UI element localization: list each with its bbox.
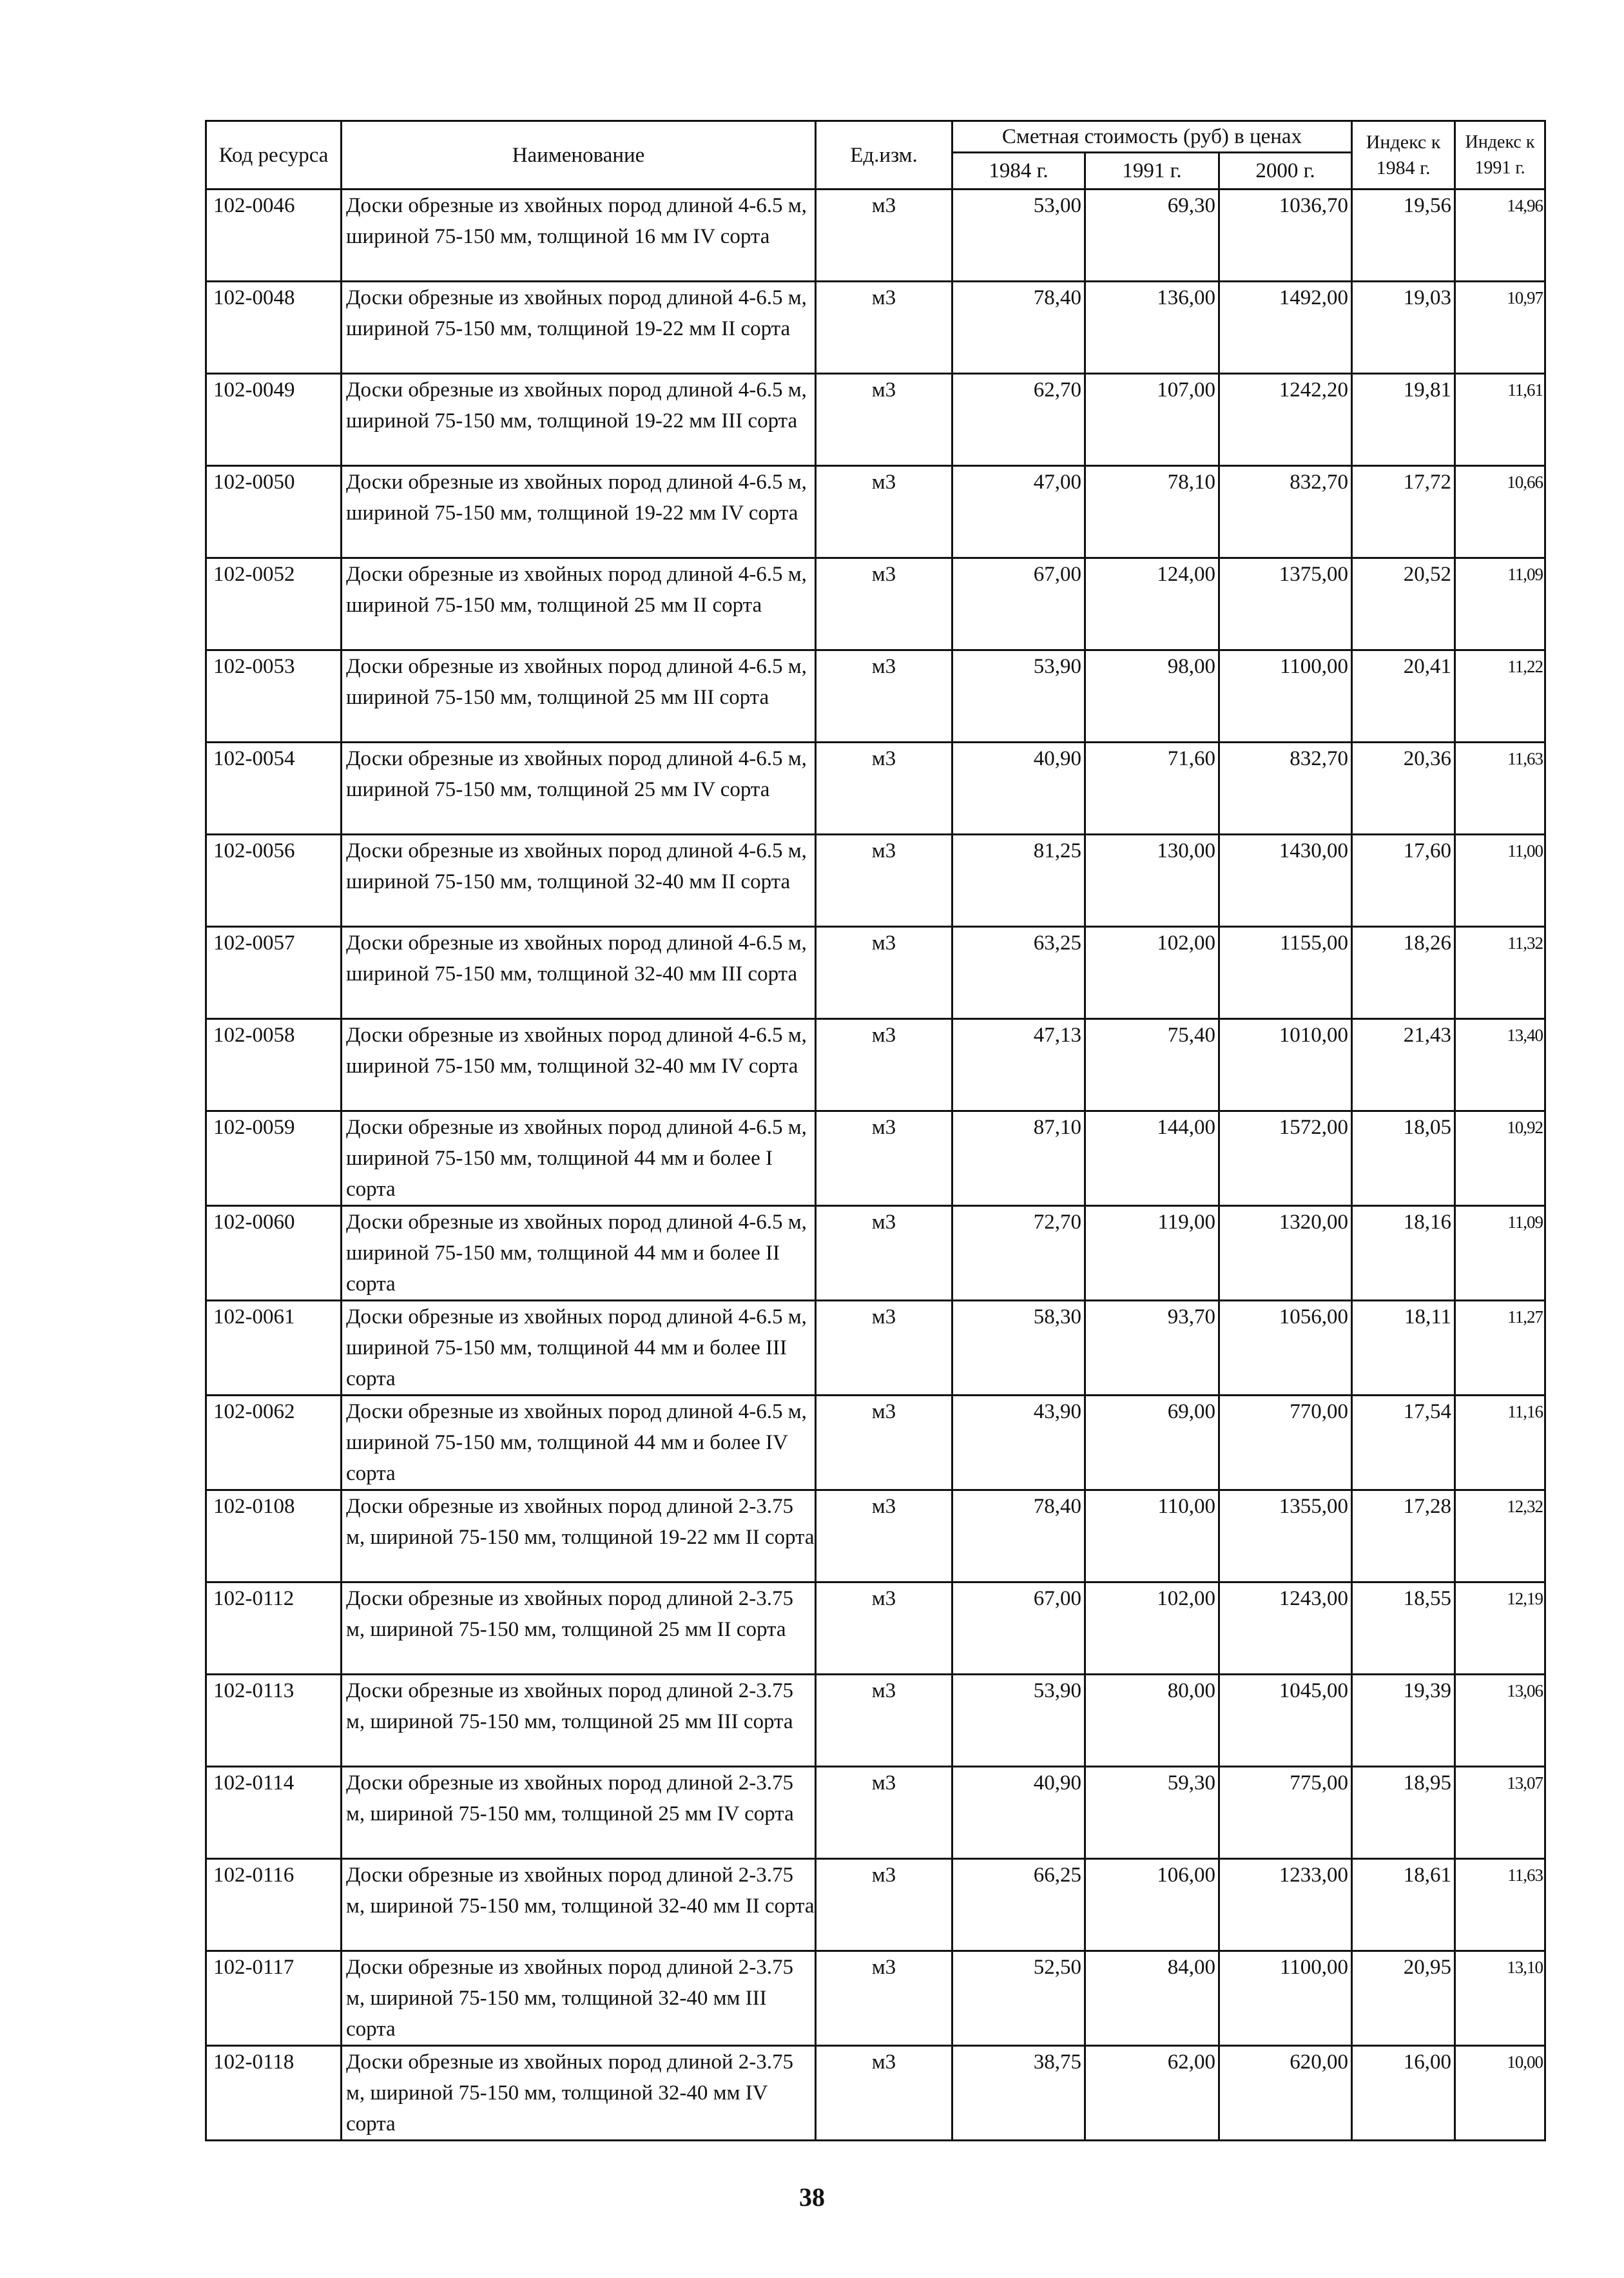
cell-index-1991: 13,10 bbox=[1455, 1951, 1545, 2046]
cell-name: Доски обрезные из хвойных пород длиной 4-6.5 м, шириной 75-150 мм, толщиной 44 мм и более III сорта bbox=[342, 1301, 816, 1396]
cell-index-1991: 12,19 bbox=[1455, 1582, 1545, 1675]
cell-cost-1984: 47,13 bbox=[952, 1019, 1085, 1111]
cell-cost-1984: 52,50 bbox=[952, 1951, 1085, 2046]
cell-cost-1991: 102,00 bbox=[1085, 927, 1219, 1019]
cell-unit: м3 bbox=[816, 1490, 952, 1582]
table-row bbox=[206, 374, 1545, 466]
table-row bbox=[206, 1490, 1545, 1582]
cell-code: 102-0118 bbox=[206, 2046, 342, 2141]
header-unit: Ед.изм. bbox=[816, 121, 952, 190]
price-table-sheet bbox=[205, 120, 1544, 2141]
header-year-1991: 1991 г. bbox=[1085, 153, 1219, 190]
cell-name: Доски обрезные из хвойных пород длиной 4-6.5 м, шириной 75-150 мм, толщиной 19-22 мм IV сорта bbox=[342, 466, 816, 558]
cell-index-1991: 10,97 bbox=[1455, 282, 1545, 374]
header-index-1984: Индекс к 1984 г. bbox=[1352, 121, 1455, 190]
cell-cost-2000: 1492,00 bbox=[1219, 282, 1352, 374]
cell-code: 102-0050 bbox=[206, 466, 342, 558]
cell-index-1991: 11,63 bbox=[1455, 743, 1545, 835]
cell-cost-1991: 59,30 bbox=[1085, 1767, 1219, 1859]
cell-index-1984: 17,72 bbox=[1352, 466, 1455, 558]
cell-unit: м3 bbox=[816, 1859, 952, 1951]
cell-cost-1984: 53,00 bbox=[952, 190, 1085, 282]
cell-cost-1991: 75,40 bbox=[1085, 1019, 1219, 1111]
cell-code: 102-0046 bbox=[206, 190, 342, 282]
cell-cost-1991: 84,00 bbox=[1085, 1951, 1219, 2046]
cell-cost-1991: 98,00 bbox=[1085, 650, 1219, 743]
cell-index-1984: 20,52 bbox=[1352, 558, 1455, 650]
cell-cost-2000: 1355,00 bbox=[1219, 1490, 1352, 1582]
cell-cost-1991: 130,00 bbox=[1085, 835, 1219, 927]
cell-index-1984: 19,03 bbox=[1352, 282, 1455, 374]
cell-cost-1984: 67,00 bbox=[952, 1582, 1085, 1675]
cell-index-1984: 19,81 bbox=[1352, 374, 1455, 466]
cell-name: Доски обрезные из хвойных пород длиной 4-6.5 м, шириной 75-150 мм, толщиной 19-22 мм II сорта bbox=[342, 282, 816, 374]
cell-name: Доски обрезные из хвойных пород длиной 4-6.5 м, шириной 75-150 мм, толщиной 32-40 мм II сорта bbox=[342, 835, 816, 927]
cell-index-1984: 19,39 bbox=[1352, 1675, 1455, 1767]
table-row bbox=[206, 1951, 1545, 2046]
cell-index-1984: 18,11 bbox=[1352, 1301, 1455, 1396]
cell-cost-1984: 53,90 bbox=[952, 1675, 1085, 1767]
table-row bbox=[206, 1859, 1545, 1951]
table-row bbox=[206, 1396, 1545, 1490]
table-row bbox=[206, 1301, 1545, 1396]
header-cost-group: Сметная стоимость (руб) в ценах bbox=[952, 121, 1352, 153]
cell-cost-1984: 62,70 bbox=[952, 374, 1085, 466]
cell-unit: м3 bbox=[816, 1206, 952, 1301]
table-row bbox=[206, 1111, 1545, 1206]
cell-cost-2000: 775,00 bbox=[1219, 1767, 1352, 1859]
cell-index-1984: 19,56 bbox=[1352, 190, 1455, 282]
table-row bbox=[206, 650, 1545, 743]
table-row bbox=[206, 1206, 1545, 1301]
cell-cost-1984: 67,00 bbox=[952, 558, 1085, 650]
cell-cost-2000: 832,70 bbox=[1219, 466, 1352, 558]
table-row bbox=[206, 1675, 1545, 1767]
cell-index-1984: 17,60 bbox=[1352, 835, 1455, 927]
cell-code: 102-0108 bbox=[206, 1490, 342, 1582]
cell-cost-1991: 69,30 bbox=[1085, 190, 1219, 282]
cell-cost-1984: 47,00 bbox=[952, 466, 1085, 558]
cell-index-1984: 21,43 bbox=[1352, 1019, 1455, 1111]
cell-cost-1984: 40,90 bbox=[952, 1767, 1085, 1859]
cell-code: 102-0060 bbox=[206, 1206, 342, 1301]
cell-unit: м3 bbox=[816, 743, 952, 835]
table-row bbox=[206, 466, 1545, 558]
cell-code: 102-0056 bbox=[206, 835, 342, 927]
cell-cost-2000: 1036,70 bbox=[1219, 190, 1352, 282]
cell-index-1984: 18,61 bbox=[1352, 1859, 1455, 1951]
cell-unit: м3 bbox=[816, 1767, 952, 1859]
cell-unit: м3 bbox=[816, 1675, 952, 1767]
cell-index-1991: 10,00 bbox=[1455, 2046, 1545, 2141]
cell-code: 102-0112 bbox=[206, 1582, 342, 1675]
cell-cost-2000: 1056,00 bbox=[1219, 1301, 1352, 1396]
cell-cost-1984: 43,90 bbox=[952, 1396, 1085, 1490]
cell-cost-1984: 81,25 bbox=[952, 835, 1085, 927]
cell-cost-1984: 78,40 bbox=[952, 1490, 1085, 1582]
cell-cost-1991: 119,00 bbox=[1085, 1206, 1219, 1301]
cell-name: Доски обрезные из хвойных пород длиной 4-6.5 м, шириной 75-150 мм, толщиной 25 мм II сорта bbox=[342, 558, 816, 650]
cell-cost-2000: 1242,20 bbox=[1219, 374, 1352, 466]
cell-code: 102-0059 bbox=[206, 1111, 342, 1206]
cell-name: Доски обрезные из хвойных пород длиной 4-6.5 м, шириной 75-150 мм, толщиной 25 мм IV сорта bbox=[342, 743, 816, 835]
cell-unit: м3 bbox=[816, 558, 952, 650]
cell-index-1984: 18,05 bbox=[1352, 1111, 1455, 1206]
cell-cost-2000: 1320,00 bbox=[1219, 1206, 1352, 1301]
cell-cost-2000: 620,00 bbox=[1219, 2046, 1352, 2141]
cell-name: Доски обрезные из хвойных пород длиной 4-6.5 м, шириной 75-150 мм, толщиной 44 мм и более IV сорта bbox=[342, 1396, 816, 1490]
table-row bbox=[206, 1582, 1545, 1675]
cell-index-1991: 11,22 bbox=[1455, 650, 1545, 743]
header-index-1991: Индекс к 1991 г. bbox=[1455, 121, 1545, 190]
table-row bbox=[206, 835, 1545, 927]
header-year-2000: 2000 г. bbox=[1219, 153, 1352, 190]
cell-unit: м3 bbox=[816, 927, 952, 1019]
table-row bbox=[206, 743, 1545, 835]
cell-name: Доски обрезные из хвойных пород длиной 4-6.5 м, шириной 75-150 мм, толщиной 44 мм и более I сорта bbox=[342, 1111, 816, 1206]
cell-cost-1991: 124,00 bbox=[1085, 558, 1219, 650]
cell-cost-2000: 770,00 bbox=[1219, 1396, 1352, 1490]
cell-unit: м3 bbox=[816, 1951, 952, 2046]
cell-code: 102-0116 bbox=[206, 1859, 342, 1951]
cell-cost-1984: 38,75 bbox=[952, 2046, 1085, 2141]
cell-cost-1991: 78,10 bbox=[1085, 466, 1219, 558]
cell-unit: м3 bbox=[816, 1301, 952, 1396]
cell-name: Доски обрезные из хвойных пород длиной 4-6.5 м, шириной 75-150 мм, толщиной 32-40 мм IV сорта bbox=[342, 1019, 816, 1111]
cell-index-1991: 13,40 bbox=[1455, 1019, 1545, 1111]
cell-index-1991: 11,32 bbox=[1455, 927, 1545, 1019]
header-name: Наименование bbox=[342, 121, 816, 190]
cell-code: 102-0061 bbox=[206, 1301, 342, 1396]
cell-index-1984: 18,26 bbox=[1352, 927, 1455, 1019]
cell-index-1991: 11,09 bbox=[1455, 1206, 1545, 1301]
cell-cost-2000: 832,70 bbox=[1219, 743, 1352, 835]
cell-unit: м3 bbox=[816, 466, 952, 558]
table-row bbox=[206, 927, 1545, 1019]
cell-index-1984: 20,95 bbox=[1352, 1951, 1455, 2046]
cell-index-1991: 10,92 bbox=[1455, 1111, 1545, 1206]
header-code: Код ресурса bbox=[206, 121, 342, 190]
cell-name: Доски обрезные из хвойных пород длиной 2-3.75 м, шириной 75-150 мм, толщиной 19-22 мм II сорта bbox=[342, 1490, 816, 1582]
cell-cost-2000: 1010,00 bbox=[1219, 1019, 1352, 1111]
table-row bbox=[206, 1767, 1545, 1859]
cell-index-1984: 20,36 bbox=[1352, 743, 1455, 835]
cell-name: Доски обрезные из хвойных пород длиной 2-3.75 м, шириной 75-150 мм, толщиной 32-40 мм III сорта bbox=[342, 1951, 816, 2046]
cell-cost-2000: 1233,00 bbox=[1219, 1859, 1352, 1951]
cell-cost-1991: 136,00 bbox=[1085, 282, 1219, 374]
cell-cost-2000: 1243,00 bbox=[1219, 1582, 1352, 1675]
table-row bbox=[206, 190, 1545, 282]
cell-cost-1991: 93,70 bbox=[1085, 1301, 1219, 1396]
cell-cost-2000: 1045,00 bbox=[1219, 1675, 1352, 1767]
cell-cost-1991: 102,00 bbox=[1085, 1582, 1219, 1675]
cell-index-1991: 14,96 bbox=[1455, 190, 1545, 282]
cell-cost-2000: 1430,00 bbox=[1219, 835, 1352, 927]
cell-code: 102-0052 bbox=[206, 558, 342, 650]
cell-code: 102-0054 bbox=[206, 743, 342, 835]
table-row bbox=[206, 558, 1545, 650]
cell-code: 102-0113 bbox=[206, 1675, 342, 1767]
cell-code: 102-0058 bbox=[206, 1019, 342, 1111]
cell-index-1984: 17,54 bbox=[1352, 1396, 1455, 1490]
cell-unit: м3 bbox=[816, 835, 952, 927]
cell-code: 102-0117 bbox=[206, 1951, 342, 2046]
cell-code: 102-0062 bbox=[206, 1396, 342, 1490]
cell-unit: м3 bbox=[816, 374, 952, 466]
cell-index-1991: 11,63 bbox=[1455, 1859, 1545, 1951]
cell-unit: м3 bbox=[816, 1111, 952, 1206]
cell-index-1991: 10,66 bbox=[1455, 466, 1545, 558]
cell-cost-1984: 78,40 bbox=[952, 282, 1085, 374]
cell-name: Доски обрезные из хвойных пород длиной 2-3.75 м, шириной 75-150 мм, толщиной 32-40 мм II сорта bbox=[342, 1859, 816, 1951]
cell-cost-1984: 72,70 bbox=[952, 1206, 1085, 1301]
cell-unit: м3 bbox=[816, 282, 952, 374]
cell-cost-1984: 53,90 bbox=[952, 650, 1085, 743]
resource-price-table bbox=[205, 120, 1546, 2141]
cell-index-1984: 20,41 bbox=[1352, 650, 1455, 743]
cell-cost-1984: 63,25 bbox=[952, 927, 1085, 1019]
cell-cost-1991: 106,00 bbox=[1085, 1859, 1219, 1951]
cell-index-1991: 11,61 bbox=[1455, 374, 1545, 466]
cell-index-1984: 18,16 bbox=[1352, 1206, 1455, 1301]
cell-unit: м3 bbox=[816, 1396, 952, 1490]
cell-cost-2000: 1572,00 bbox=[1219, 1111, 1352, 1206]
cell-cost-2000: 1375,00 bbox=[1219, 558, 1352, 650]
cell-index-1991: 11,27 bbox=[1455, 1301, 1545, 1396]
header-year-1984: 1984 г. bbox=[952, 153, 1085, 190]
cell-code: 102-0053 bbox=[206, 650, 342, 743]
cell-name: Доски обрезные из хвойных пород длиной 4-6.5 м, шириной 75-150 мм, толщиной 19-22 мм III сорта bbox=[342, 374, 816, 466]
table-body bbox=[206, 190, 1545, 2141]
cell-cost-1984: 40,90 bbox=[952, 743, 1085, 835]
cell-code: 102-0114 bbox=[206, 1767, 342, 1859]
cell-unit: м3 bbox=[816, 2046, 952, 2141]
cell-code: 102-0057 bbox=[206, 927, 342, 1019]
cell-name: Доски обрезные из хвойных пород длиной 4-6.5 м, шириной 75-150 мм, толщиной 32-40 мм III сорта bbox=[342, 927, 816, 1019]
cell-cost-2000: 1100,00 bbox=[1219, 1951, 1352, 2046]
cell-name: Доски обрезные из хвойных пород длиной 2-3.75 м, шириной 75-150 мм, толщиной 25 мм II сорта bbox=[342, 1582, 816, 1675]
cell-unit: м3 bbox=[816, 650, 952, 743]
cell-index-1991: 11,16 bbox=[1455, 1396, 1545, 1490]
cell-cost-1984: 58,30 bbox=[952, 1301, 1085, 1396]
cell-name: Доски обрезные из хвойных пород длиной 2-3.75 м, шириной 75-150 мм, толщиной 25 мм III сорта bbox=[342, 1675, 816, 1767]
page-number: 38 bbox=[799, 2183, 825, 2212]
cell-index-1984: 16,00 bbox=[1352, 2046, 1455, 2141]
cell-index-1991: 11,09 bbox=[1455, 558, 1545, 650]
cell-index-1991: 13,07 bbox=[1455, 1767, 1545, 1859]
cell-cost-2000: 1100,00 bbox=[1219, 650, 1352, 743]
cell-code: 102-0048 bbox=[206, 282, 342, 374]
cell-name: Доски обрезные из хвойных пород длиной 2-3.75 м, шириной 75-150 мм, толщиной 25 мм IV сорта bbox=[342, 1767, 816, 1859]
cell-cost-1984: 66,25 bbox=[952, 1859, 1085, 1951]
cell-unit: м3 bbox=[816, 1019, 952, 1111]
cell-index-1991: 12,32 bbox=[1455, 1490, 1545, 1582]
cell-name: Доски обрезные из хвойных пород длиной 4-6.5 м, шириной 75-150 мм, толщиной 16 мм IV сорта bbox=[342, 190, 816, 282]
cell-name: Доски обрезные из хвойных пород длиной 2-3.75 м, шириной 75-150 мм, толщиной 32-40 мм IV сорта bbox=[342, 2046, 816, 2141]
cell-index-1984: 18,55 bbox=[1352, 1582, 1455, 1675]
cell-cost-2000: 1155,00 bbox=[1219, 927, 1352, 1019]
cell-cost-1991: 80,00 bbox=[1085, 1675, 1219, 1767]
cell-unit: м3 bbox=[816, 1582, 952, 1675]
cell-code: 102-0049 bbox=[206, 374, 342, 466]
table-row bbox=[206, 1019, 1545, 1111]
cell-name: Доски обрезные из хвойных пород длиной 4-6.5 м, шириной 75-150 мм, толщиной 44 мм и более II сорта bbox=[342, 1206, 816, 1301]
cell-index-1991: 13,06 bbox=[1455, 1675, 1545, 1767]
cell-cost-1991: 71,60 bbox=[1085, 743, 1219, 835]
cell-cost-1991: 69,00 bbox=[1085, 1396, 1219, 1490]
cell-unit: м3 bbox=[816, 190, 952, 282]
cell-cost-1991: 62,00 bbox=[1085, 2046, 1219, 2141]
cell-index-1991: 11,00 bbox=[1455, 835, 1545, 927]
cell-cost-1991: 110,00 bbox=[1085, 1490, 1219, 1582]
cell-index-1984: 17,28 bbox=[1352, 1490, 1455, 1582]
cell-cost-1984: 87,10 bbox=[952, 1111, 1085, 1206]
cell-cost-1991: 144,00 bbox=[1085, 1111, 1219, 1206]
table-row bbox=[206, 282, 1545, 374]
cell-name: Доски обрезные из хвойных пород длиной 4-6.5 м, шириной 75-150 мм, толщиной 25 мм III сорта bbox=[342, 650, 816, 743]
table-row bbox=[206, 2046, 1545, 2141]
cell-cost-1991: 107,00 bbox=[1085, 374, 1219, 466]
cell-index-1984: 18,95 bbox=[1352, 1767, 1455, 1859]
